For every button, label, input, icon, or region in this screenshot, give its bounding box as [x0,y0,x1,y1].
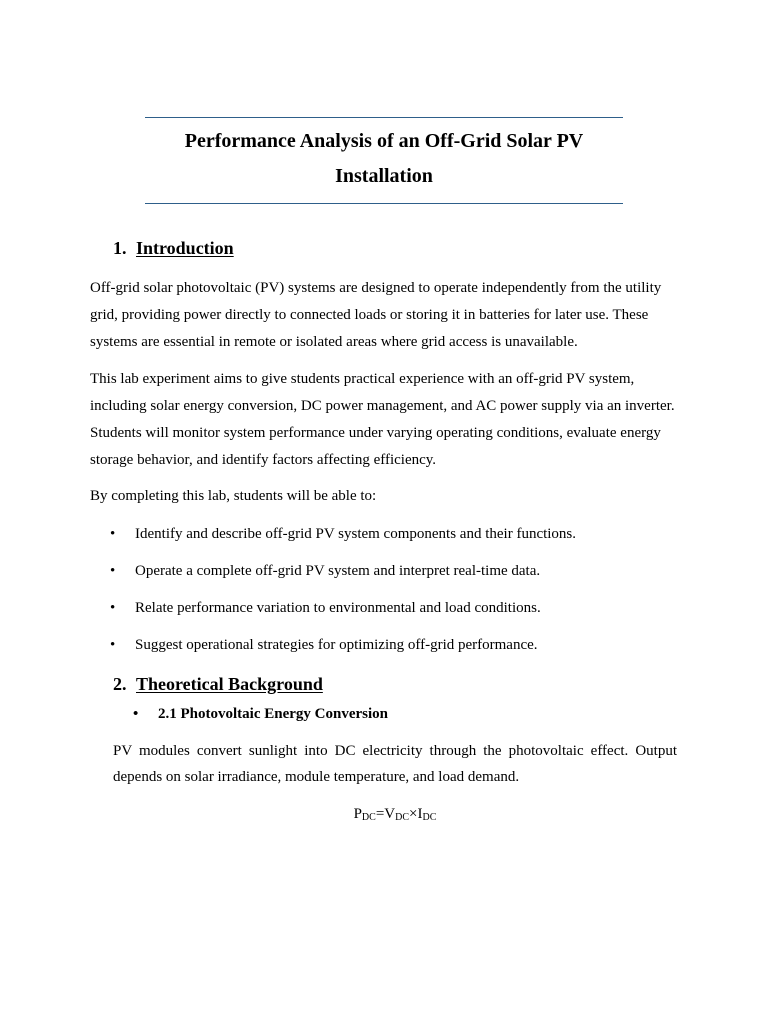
document-title: Performance Analysis of an Off-Grid Solar PV Installation [184,130,584,187]
title-rule-top [145,117,623,118]
bullet-icon: • [110,526,116,542]
bullet-icon: • [110,563,116,579]
list-item-text: Suggest operational strategies for optimizing off-grid performance. [135,637,538,653]
formula-current-symbol: I [417,806,423,822]
formula-power-symbol: P [353,806,362,822]
formula-equals: = [375,806,385,822]
section-number: 1. [113,238,127,258]
title-rule-bottom [145,203,623,204]
formula-times: × [409,806,418,822]
bullet-icon: • [133,706,139,722]
intro-paragraph-2: This lab experiment aims to give students practical experience with an off-grid PV system, including solar energy conversion, DC power management, and AC power supply via an inverter. Students will monitor system performance under varying operating conditions, evaluate energy storage behavior, and identify factors affecting efficiency. [90,371,675,468]
power-formula [0,803,768,829]
intro-paragraph-1: Off-grid solar photovoltaic (PV) systems are designed to operate independently from the utility grid, providing power directly to connected loads or storing it in batteries for later use. These systems are essential in remote or isolated areas where grid access is unavailable. [90,280,662,350]
formula-voltage-subscript: DC [395,812,410,823]
formula-voltage-symbol: V [384,806,396,822]
formula-current-subscript: DC [422,812,437,823]
list-item-text: Relate performance variation to environmental and load conditions. [135,600,541,616]
background-paragraph: PV modules convert sunlight into DC electricity through the photovoltaic effect. Output depends on solar irradiance, module temperature, and load demand. [113,743,677,785]
section-heading-introduction [113,236,234,260]
bullet-icon: • [110,600,116,616]
section-title: Introduction [136,238,234,258]
bullet-icon: • [110,637,116,653]
section-number: 2. [113,674,127,694]
subsection-title: 2.1 Photovoltaic Energy Conversion [158,706,388,722]
formula-power-subscript: DC [361,812,376,823]
list-item-text: Identify and describe off-grid PV system components and their functions. [135,526,577,542]
intro-paragraph-3: By completing this lab, students will be able to: [90,488,377,504]
section-heading-theoretical-background [113,672,323,696]
section-title: Theoretical Background [136,674,323,694]
list-item-text: Operate a complete off-grid PV system and interpret real-time data. [135,563,541,579]
